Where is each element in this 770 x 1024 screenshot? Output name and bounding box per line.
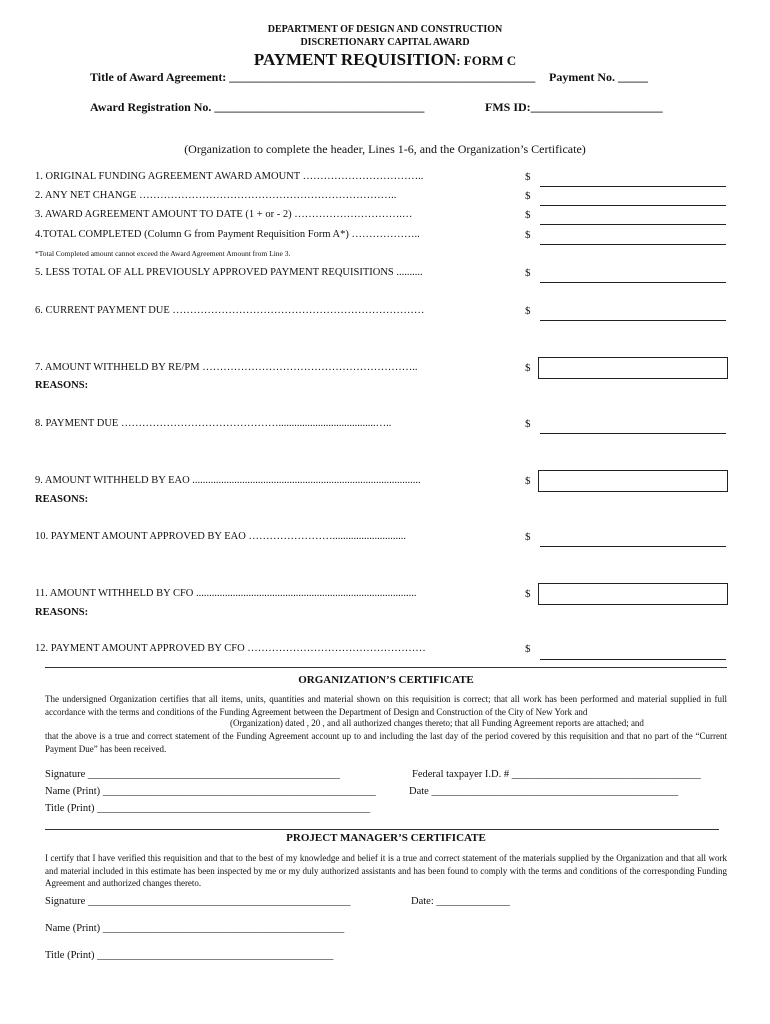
pm-cert-top-rule (45, 829, 719, 830)
line-9-currency: $ (525, 475, 531, 487)
form-title-main: PAYMENT REQUISITION (253, 50, 457, 69)
line-7-input-box[interactable] (538, 357, 728, 379)
line-6-label: 6. CURRENT PAYMENT DUE ……………………………………………………………… (35, 305, 425, 316)
line-11-reasons: REASONS: (35, 607, 89, 618)
org-title-field[interactable]: Title (Print) ____________________________________________________ (45, 803, 371, 814)
org-cert-top-rule (45, 667, 727, 668)
line-4-label: 4.TOTAL COMPLETED (Column G from Payment Requisition Form A*) ……………….. (35, 229, 420, 240)
line-12-currency: $ (525, 643, 531, 655)
org-date-field[interactable]: Date _______________________________________________ (409, 786, 679, 797)
line-3-label: 3. AWARD AGREEMENT AMOUNT TO DATE (1 + or - 2) ………………………….… (35, 209, 413, 220)
fms-id-field[interactable]: FMS ID:______________________ (485, 100, 663, 114)
award-title-field[interactable]: Title of Award Agreement: ___________________________________________________ (90, 70, 536, 84)
org-name-field[interactable]: Name (Print) ____________________________________________________ (45, 786, 376, 797)
line-12-label: 12. PAYMENT AMOUNT APPROVED BY CFO …………………………………………… (35, 643, 426, 654)
line-7-label: 7. AMOUNT WITHHELD BY RE/PM …………………………………………………….. (35, 362, 418, 373)
line-2-currency: $ (525, 190, 531, 202)
line-4-footnote: *Total Completed amount cannot exceed the Award Agreement Amount from Line 3. (35, 249, 291, 258)
org-cert-paragraph-3: that the above is a true and correct statement of the Funding Agreement account up to and including the last day of the period covered by this requisition and that no part of the “Current Payment Due” has been received. (45, 731, 727, 754)
line-5-input[interactable] (540, 282, 726, 283)
line-9-reasons: REASONS: (35, 494, 89, 505)
pm-signature-field[interactable]: Signature __________________________________________________ (45, 896, 351, 907)
pm-cert-paragraph: I certify that I have verified this requisition and that to the best of my knowledge and belief it is a true and correct statement of the materials supplied by the Organization and that all work and material included in this estimate has been inspected by me or my duly authorized assistants and has been found to comply with the terms and conditions of the corresponding Funding Agreement and authorized changes thereto. (45, 853, 727, 888)
pm-name-field[interactable]: Name (Print) ______________________________________________ (45, 923, 345, 934)
org-cert-heading: ORGANIZATION’S CERTIFICATE (298, 674, 474, 686)
line-1-currency: $ (525, 171, 531, 183)
line-10-label: 10. PAYMENT AMOUNT APPROVED BY EAO ……………………............................ (35, 531, 406, 542)
line-11-label: 11. AMOUNT WITHHELD BY CFO .................................................................................... (35, 588, 417, 599)
pm-cert-heading: PROJECT MANAGER’S CERTIFICATE (286, 832, 486, 844)
award-registration-field[interactable]: Award Registration No. ___________________________________ (90, 100, 425, 114)
department-heading: DEPARTMENT OF DESIGN AND CONSTRUCTION (267, 24, 503, 35)
line-12-input[interactable] (540, 659, 726, 660)
line-11-input-box[interactable] (538, 583, 728, 605)
line-4-currency: $ (525, 229, 531, 241)
federal-taxpayer-id-field[interactable]: Federal taxpayer I.D. # ____________________________________ (412, 769, 701, 780)
line-1-label: 1. ORIGINAL FUNDING AGREEMENT AWARD AMOUNT …………………………….. (35, 171, 424, 182)
line-8-input[interactable] (540, 433, 726, 434)
org-cert-paragraph-1: The undersigned Organization certifies that all items, units, quantities and material shown on this requisition is correct; that all work has been performed and material supplied in full accordance with the terms and conditions of the Funding Agreement between the Department of Design and Construction of the City of New York and (45, 694, 727, 717)
line-8-label: 8. PAYMENT DUE ……………………………………….....................................….. (35, 418, 392, 429)
line-6-currency: $ (525, 305, 531, 317)
line-2-label: 2. ANY NET CHANGE ……………………………………………………………….. (35, 190, 397, 201)
pm-date-field[interactable]: Date: ______________ (411, 896, 510, 907)
line-8-currency: $ (525, 418, 531, 430)
form-title (0, 50, 770, 70)
line-4-input[interactable] (540, 244, 726, 245)
payment-no-field[interactable]: Payment No. _____ (549, 70, 648, 84)
form-title-suffix: : FORM C (456, 53, 517, 68)
program-heading: DISCRETIONARY CAPITAL AWARD (300, 37, 470, 48)
line-7-currency: $ (525, 362, 531, 374)
line-9-label: 9. AMOUNT WITHHELD BY EAO ....................................................................................... (35, 475, 421, 486)
line-2-input[interactable] (540, 205, 726, 206)
line-1-input[interactable] (540, 186, 726, 187)
org-signature-field[interactable]: Signature ________________________________________________ (45, 769, 340, 780)
line-9-input-box[interactable] (538, 470, 728, 492)
line-11-currency: $ (525, 588, 531, 600)
line-5-currency: $ (525, 267, 531, 279)
org-cert-paragraph-2: (Organization) dated , 20 , and all authorized changes thereto; that all Funding Agreement reports are attached; and (230, 718, 644, 728)
pm-title-field[interactable]: Title (Print) _____________________________________________ (45, 950, 334, 961)
line-3-currency: $ (525, 209, 531, 221)
line-6-input[interactable] (540, 320, 726, 321)
line-10-currency: $ (525, 531, 531, 543)
instruction-text: (Organization to complete the header, Lines 1-6, and the Organization’s Certificate) (184, 142, 586, 156)
line-7-reasons: REASONS: (35, 380, 89, 391)
line-5-label: 5. LESS TOTAL OF ALL PREVIOUSLY APPROVED PAYMENT REQUISITIONS .......... (35, 267, 423, 278)
line-3-input[interactable] (540, 224, 726, 225)
line-10-input[interactable] (540, 546, 726, 547)
